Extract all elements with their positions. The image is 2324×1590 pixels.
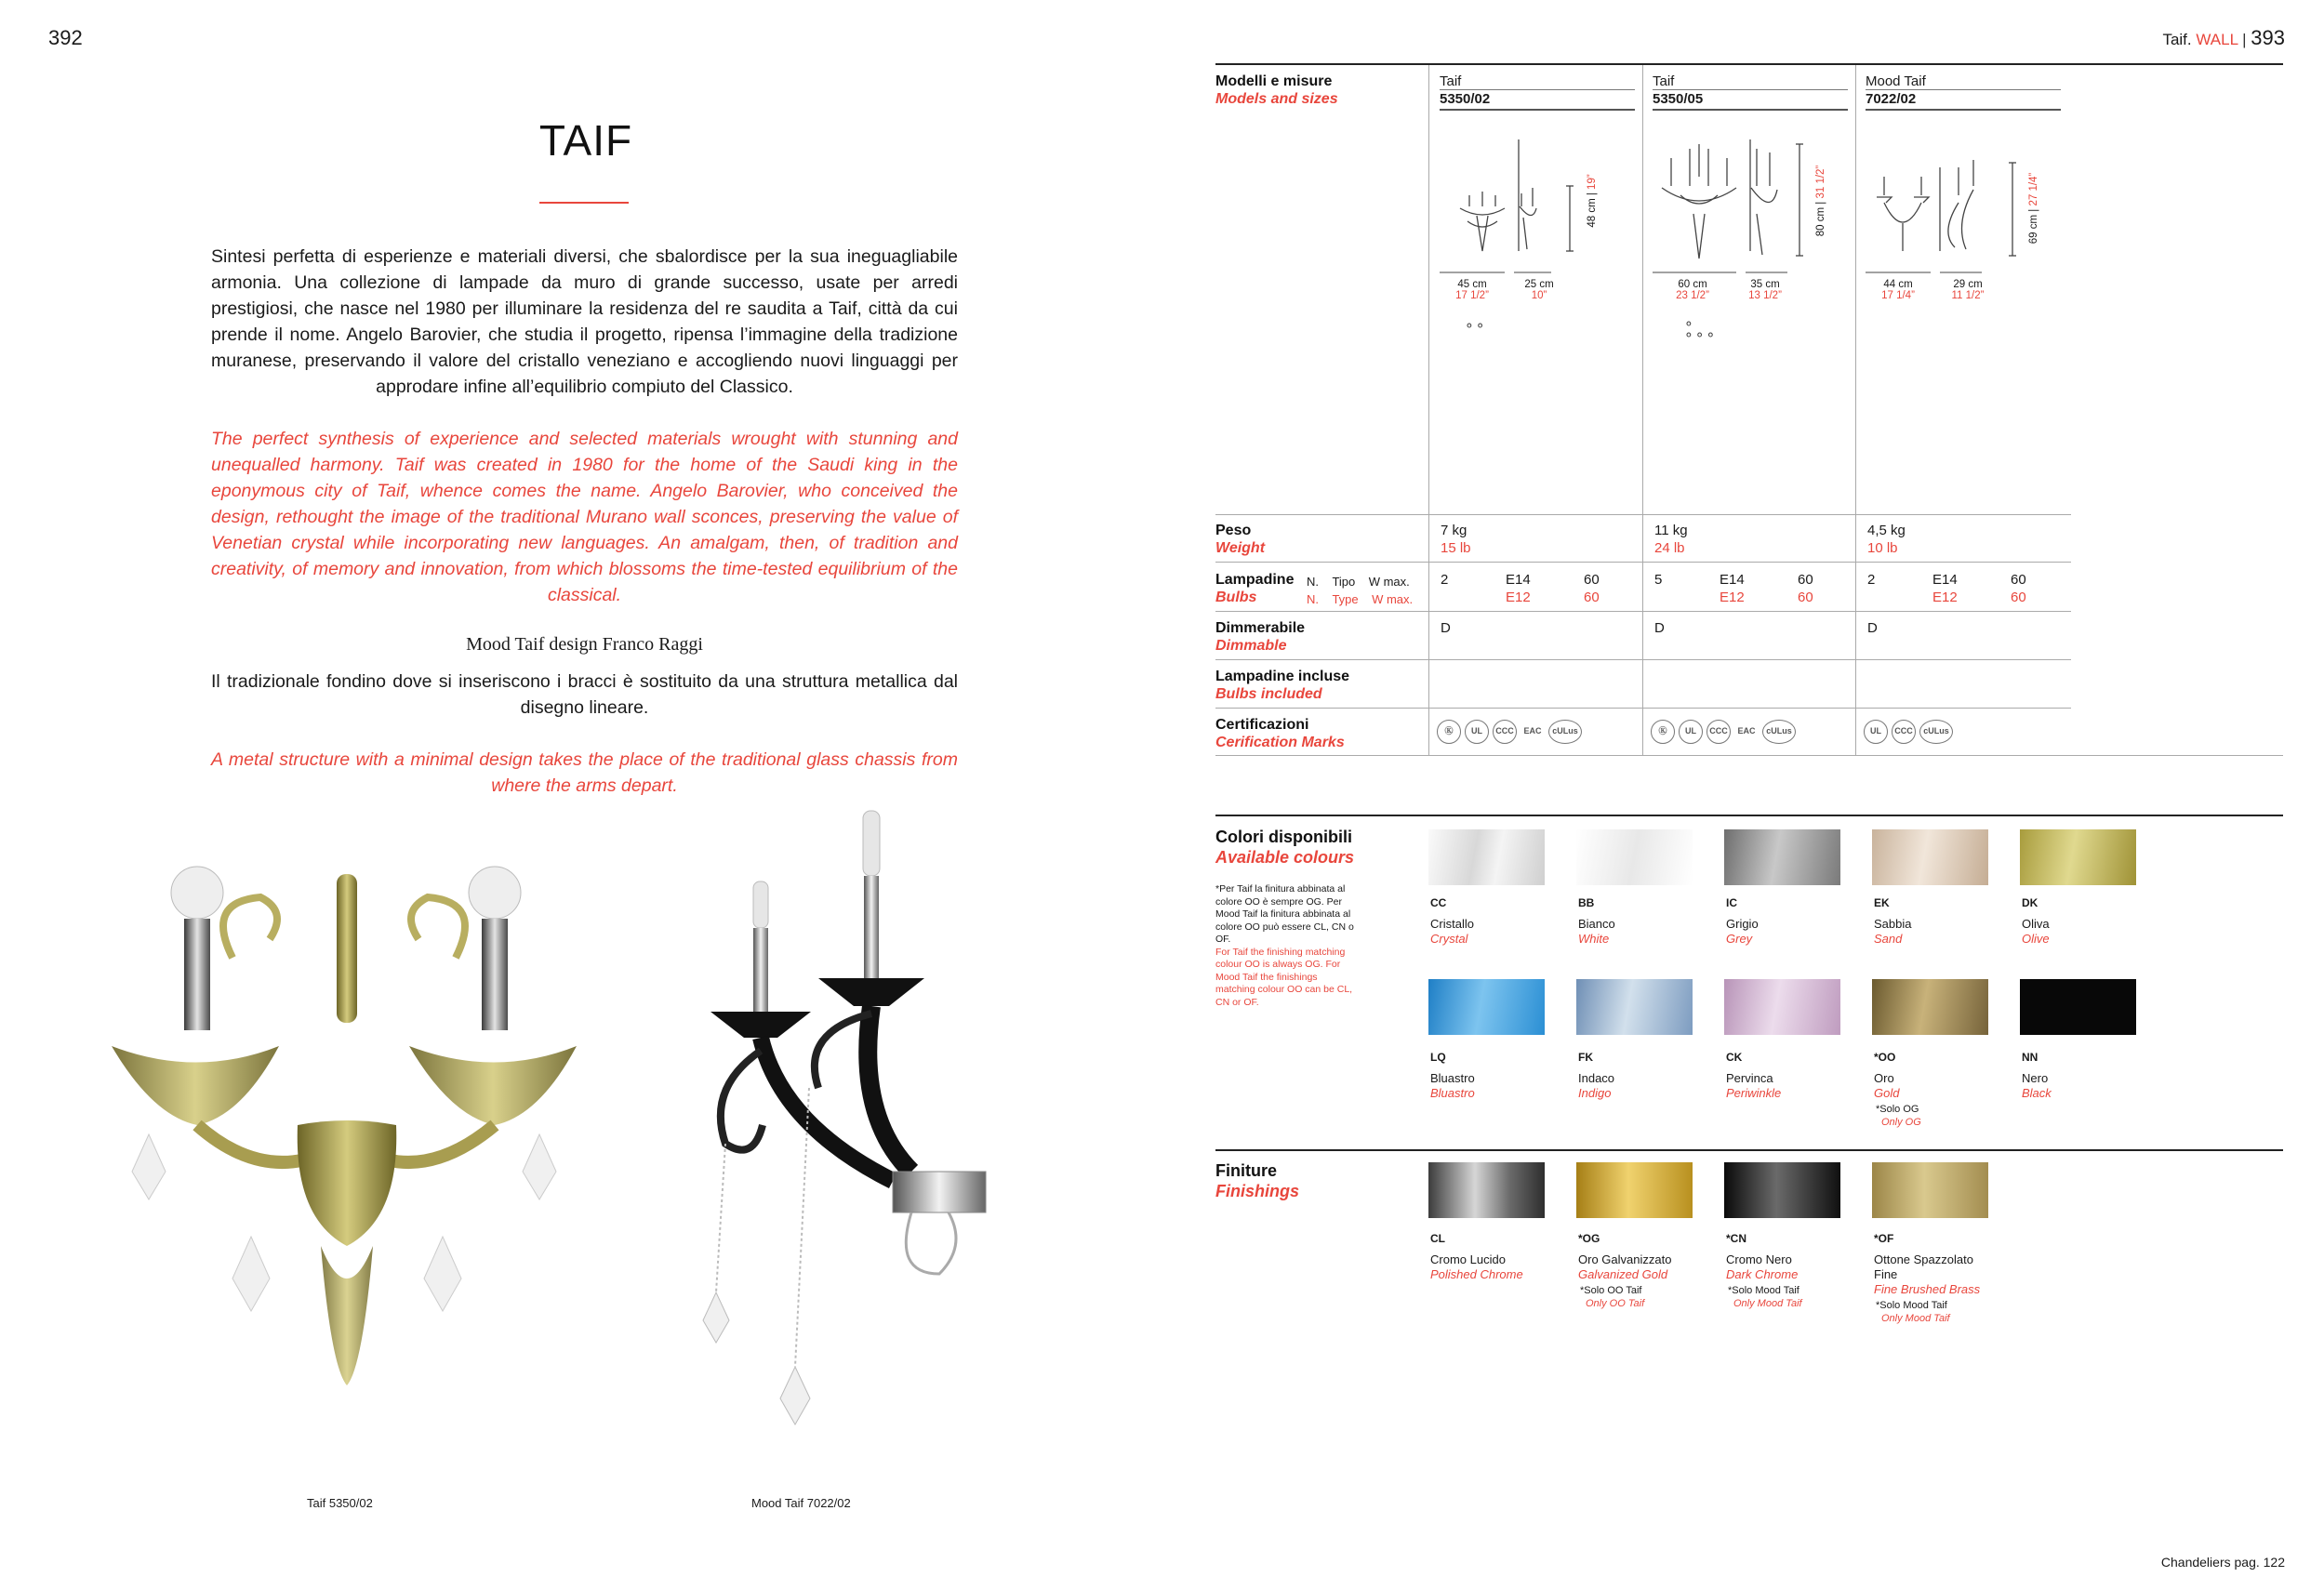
colour-code: *OO — [1874, 1051, 1896, 1064]
model-name: Taif — [1440, 73, 1462, 89]
model-2-depth: 35 cm 13 1/2” — [1748, 279, 1782, 301]
bulb-arrangement-icon: ⚬ ⚬⚬⚬ — [1683, 316, 1717, 342]
colours-note: *Per Taif la finitura abbinata al colore OO è sempre OG. Per Mood Taif la finitura abbinata al colore OO può essere CL, CN o OF. For Taif the finishing matching colour OO is always OG. For Mood Taif the finishings matching colour OO can be CL, CN or OF. — [1215, 883, 1354, 1008]
model-1-drawing — [1440, 139, 1588, 270]
cert-icon: CCC — [1892, 720, 1916, 744]
weight-2: 11 kg 24 lb — [1654, 523, 1688, 556]
colours-rule — [1215, 815, 2283, 816]
colour-name: Sabbia Sand — [1874, 917, 1912, 946]
colour-code: IC — [1726, 896, 1737, 909]
model-header-2 — [1653, 73, 1848, 111]
colour-code: BB — [1578, 896, 1595, 909]
finish-note: *Solo OO Taif Only OO Taif — [1580, 1285, 1645, 1309]
colour-code: EK — [1874, 896, 1890, 909]
label-dimmable-it: Dimmerabile — [1215, 620, 1306, 636]
caption-mood-taif: Mood Taif 7022/02 — [751, 1496, 851, 1510]
colour-note: *Solo OG Only OG — [1876, 1104, 1921, 1128]
row-rule-weight — [1215, 514, 2071, 515]
label-dimmable — [1215, 619, 1305, 655]
intro-english: The perfect synthesis of experience and selected materials wrought with stunning and unequalled harmony. Taif was created in 1980 for the home of the Saudi king in the eponymous city of Taif, whence comes the name. Angelo Barovier, who conceived the design, rethought the image of the traditional Murano wall sconces, preserving the value of Venetian crystal while incorporating new languages. An amalgam, then, of tradition and creativity, of memory and innovation, from which blossoms the time-tested equilibrium of the classical. — [211, 429, 958, 605]
weight-3: 4,5 kg 10 lb — [1867, 523, 1906, 556]
intro-italian: Sintesi perfetta di esperienze e materiali diversi, che sbalordisce per la sua ineguagliabile armonia. Una collezione di lampade da muro di grande successo, usate per arredi prestigiosi, che nasce nel 1980 per illuminare la residenza del re saudita a Taif, città da cui prende il nome. Angelo Barovier, che studia il progetto, ripensa l’immagine della tradizione muranese, preservando il valore del cristallo veneziano e accogliendo nuovi linguaggi per approdare infine all’equilibrio compiuto del Classico. — [211, 246, 958, 397]
finish-code: *OG — [1578, 1232, 1600, 1245]
cert-marks-1 — [1437, 720, 1586, 745]
colour-name: Nero Black — [2022, 1071, 2052, 1100]
finish-name: Ottone Spazzolato Fine Fine Brushed Brass — [1874, 1252, 1981, 1296]
label-bulbs — [1215, 571, 1294, 606]
finish-name: Cromo Nero Dark Chrome — [1726, 1252, 1799, 1281]
row-rule-bulbs — [1215, 562, 2071, 563]
model-1-dim-lines — [1440, 268, 1588, 277]
swatch-bb — [1576, 829, 1693, 885]
swatch-cn — [1724, 1162, 1840, 1218]
colours-title: Colori disponibili Available colours — [1215, 828, 1355, 867]
finish-code: *OF — [1874, 1232, 1894, 1245]
finish-note: *Solo Mood Taif Only Mood Taif — [1876, 1300, 1950, 1324]
label-models-en: Models and sizes — [1215, 91, 1338, 107]
swatch-og — [1576, 1162, 1693, 1218]
finish-code: CL — [1430, 1232, 1445, 1245]
swatch-ic — [1724, 829, 1840, 885]
model-code: 5350/02 — [1440, 89, 1635, 111]
swatch-nn — [2020, 979, 2136, 1035]
swatch-ck — [1724, 979, 1840, 1035]
col-divider-2 — [1642, 65, 1643, 755]
model-1-height: 48 cm | 19” — [1587, 174, 1598, 228]
mood-taif-7022-02-photo — [688, 809, 995, 1441]
running-header: Taif. WALL | 393 — [2162, 26, 2285, 49]
swatch-oo — [1872, 979, 1988, 1035]
mood-heading: Mood Taif design Franco Raggi — [466, 634, 703, 655]
colour-name: Bluastro Bluastro — [1430, 1071, 1475, 1100]
page-title: TAIF — [538, 116, 633, 165]
cert-icon: Ⓚ — [1437, 720, 1461, 744]
label-models-it: Modelli e misure — [1215, 73, 1333, 89]
model-name: Taif — [1653, 73, 1675, 89]
colour-code: DK — [2022, 896, 2038, 909]
label-included-en: Bulbs included — [1215, 686, 1322, 702]
model-2-dim-lines — [1653, 268, 1811, 277]
cert-icon: cULus — [1548, 720, 1582, 744]
label-cert-en: Cerification Marks — [1215, 735, 1345, 750]
finish-name: Cromo Lucido Polished Chrome — [1430, 1252, 1523, 1281]
colour-name: Oliva Olive — [2022, 917, 2050, 946]
row-rule-dimmable — [1215, 611, 2071, 612]
label-bulbs-en: Bulbs — [1215, 590, 1257, 605]
mood-italian: Il tradizionale fondino dove si inseriscono i bracci è sostituito da una struttura metallica dal disegno lineare. — [211, 671, 958, 718]
colour-name: Bianco White — [1578, 917, 1615, 946]
colour-code: LQ — [1430, 1051, 1446, 1064]
model-code: 5350/05 — [1653, 89, 1848, 111]
model-1-width: 45 cm 17 1/2” — [1455, 279, 1489, 301]
colour-code: CK — [1726, 1051, 1743, 1064]
cert-icon: cULus — [1919, 720, 1953, 744]
page-number-left: 392 — [48, 26, 83, 49]
caption-taif: Taif 5350/02 — [307, 1496, 373, 1510]
intro-text — [211, 244, 958, 799]
header-section: WALL — [2196, 31, 2238, 48]
colour-name: Grigio Grey — [1726, 917, 1759, 946]
colour-name: Oro Gold — [1874, 1071, 1900, 1100]
cert-icon: EAC — [1523, 726, 1542, 735]
label-weight-it: Peso — [1215, 523, 1252, 538]
label-included-it: Lampadine incluse — [1215, 669, 1350, 684]
label-certifications — [1215, 716, 1345, 751]
swatch-of — [1872, 1162, 1988, 1218]
cert-icon: EAC — [1737, 726, 1756, 735]
label-models — [1215, 73, 1338, 108]
cert-icon: cULus — [1762, 720, 1796, 744]
colour-code: CC — [1430, 896, 1447, 909]
model-code: 7022/02 — [1866, 89, 2061, 111]
model-2-height: 80 cm | 31 1/2” — [1815, 165, 1826, 237]
model-2-width: 60 cm 23 1/2” — [1676, 279, 1709, 301]
model-3-depth: 29 cm 11 1/2” — [1951, 279, 1985, 301]
bulbs-subheaders: N. Tipo W max. N. Type W max. — [1307, 575, 1414, 606]
label-bulbs-included — [1215, 668, 1349, 703]
finish-code: *CN — [1726, 1232, 1747, 1245]
dimmable-1: D — [1441, 620, 1451, 636]
model-3-drawing — [1866, 158, 2024, 270]
cert-marks-2 — [1651, 720, 1799, 745]
finishings-rule — [1215, 1149, 2283, 1151]
finishings-title: Finiture Finishings — [1215, 1161, 1299, 1200]
label-weight — [1215, 522, 1265, 557]
model-name: Mood Taif — [1866, 73, 1926, 89]
swatch-ek — [1872, 829, 1988, 885]
label-weight-en: Weight — [1215, 540, 1266, 556]
model-1-depth: 25 cm 10” — [1524, 279, 1554, 301]
model-header-1 — [1440, 73, 1635, 111]
finish-name: Oro Galvanizzato Galvanized Gold — [1578, 1252, 1672, 1281]
dimmable-3: D — [1867, 620, 1878, 636]
finish-note: *Solo Mood Taif Only Mood Taif — [1728, 1285, 1802, 1309]
label-bulbs-it: Lampadine — [1215, 572, 1295, 588]
colour-name: Cristallo Crystal — [1430, 917, 1474, 946]
model-header-3 — [1866, 73, 2061, 111]
colour-code: NN — [2022, 1051, 2038, 1064]
label-dimmable-en: Dimmable — [1215, 638, 1287, 654]
colour-code: FK — [1578, 1051, 1593, 1064]
bulb-arrangement-icon: ⚬⚬ — [1464, 318, 1486, 333]
swatch-cc — [1428, 829, 1545, 885]
cert-icon: UL — [1864, 720, 1888, 744]
row-rule-included — [1215, 659, 2071, 660]
cert-icon: CCC — [1493, 720, 1517, 744]
cert-icon: CCC — [1706, 720, 1731, 744]
cert-icon: UL — [1465, 720, 1489, 744]
swatch-cl — [1428, 1162, 1545, 1218]
weight-1: 7 kg 15 lb — [1441, 523, 1471, 556]
page-footer: Chandeliers pag. 122 — [2160, 1555, 2285, 1570]
mood-english: A metal structure with a minimal design takes the place of the traditional glass chassis from where the arms depart. — [211, 749, 958, 796]
header-prefix: Taif. — [2162, 31, 2192, 48]
swatch-dk — [2020, 829, 2136, 885]
model-3-width: 44 cm 17 1/4” — [1881, 279, 1915, 301]
model-2-drawing — [1653, 139, 1811, 270]
colour-name: Indaco Indigo — [1578, 1071, 1615, 1100]
table-top-rule — [1215, 63, 2283, 65]
colour-name: Pervinca Periwinkle — [1726, 1071, 1782, 1100]
swatch-fk — [1576, 979, 1693, 1035]
model-3-dim-lines — [1866, 268, 2024, 277]
col-divider-3 — [1855, 65, 1856, 755]
label-cert-it: Certificazioni — [1215, 717, 1309, 733]
page-number-right: 393 — [2251, 26, 2285, 49]
cert-icon: UL — [1679, 720, 1703, 744]
title-underline — [539, 202, 629, 204]
dimmable-2: D — [1654, 620, 1665, 636]
swatch-lq — [1428, 979, 1545, 1035]
cert-icon: Ⓚ — [1651, 720, 1675, 744]
model-3-height: 69 cm | 27 1/4” — [2028, 172, 2039, 245]
cert-marks-3 — [1864, 720, 1957, 744]
row-rule-cert — [1215, 708, 2071, 709]
table-bottom-rule — [1215, 755, 2283, 756]
taif-5350-02-photo — [93, 846, 614, 1395]
col-divider-1 — [1428, 65, 1429, 755]
